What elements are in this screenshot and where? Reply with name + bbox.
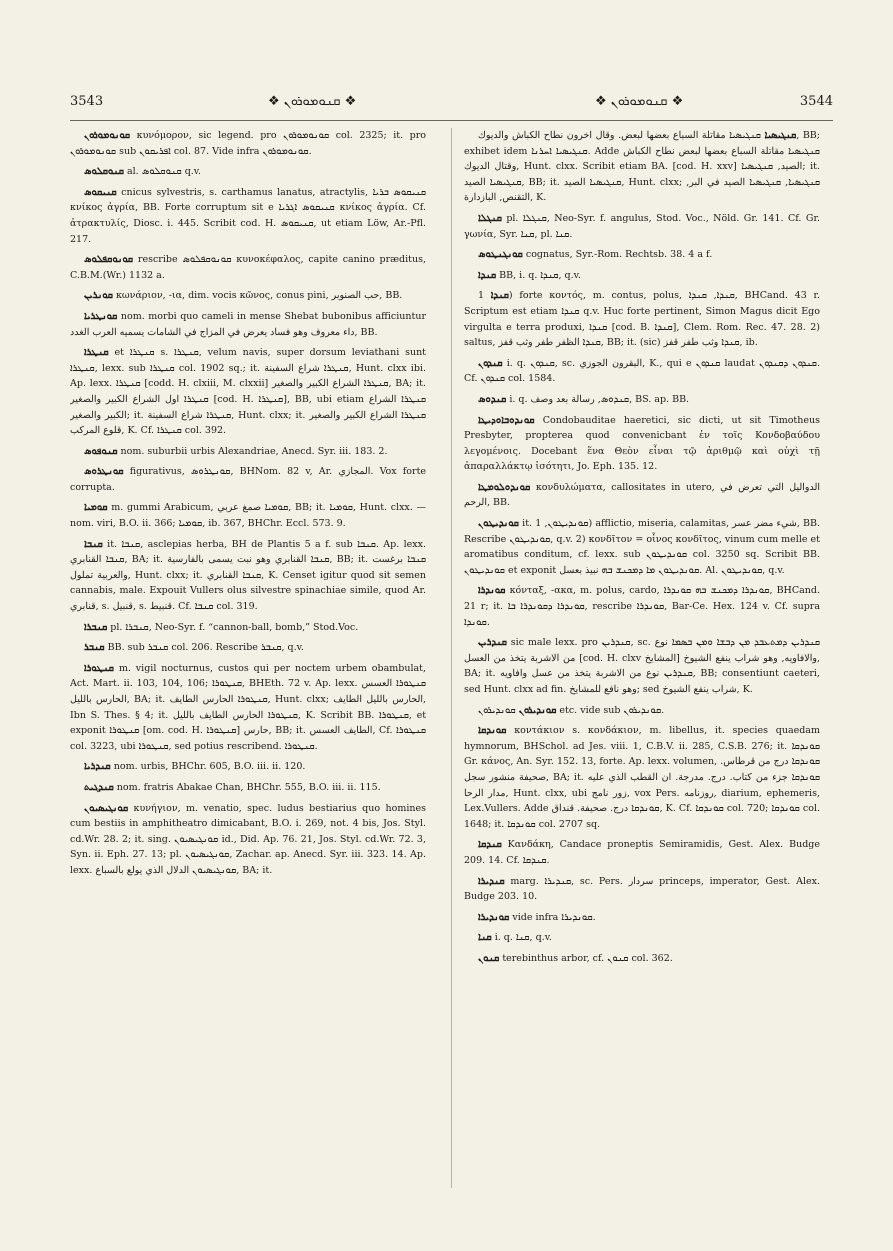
page-header: [70, 92, 833, 116]
entry-headword: ܩܢܕܩܐ: [478, 839, 502, 851]
entry-definition: figurativus, ܩܘܢܛܪܘܣ, BHNom. 82 v, Ar. المجازي. Vox forte corrupta.: [70, 466, 426, 493]
dictionary-entry: [464, 413, 820, 475]
entry-definition: nom. morbi quo cameli in mense Shebat bubonibus afficiuntur داء معروف وهو فساد يعرض في المزاج في الشامات يسميه العرب الغدد, BB.: [70, 310, 426, 338]
entry-headword: ܩܘܢܕܝܛܘܢ: [478, 518, 519, 530]
dictionary-entry: [70, 128, 426, 159]
dictionary-entry: [464, 288, 820, 350]
entry-definition: it. ܩܢܒܐ, asclepias herba, BH de Plantis 5 a f. sub ܩܢܒܐ. Ap. lexx. ܩܢܒܐ القنابري, BA; it. ܩܢܒܐ القنابري وهو نبت يسمى بالفارسية, BB; it. ܩܢܒܐ برغست والعربية تملول, Hunt. clxx; it. ܩܢܒܐ القنابري, K. Censet igitur quod sit semen cannabis, male. Expouit Vullers olus silvestre spinachiae simile, quod Ar. قنابري, s. قنبيل, s. قنبيط. Cf. ܩܢܒܐ col. 319.: [70, 538, 426, 613]
dictionary-entry: [70, 288, 426, 304]
header-rule: [70, 120, 833, 121]
entry-headword: ܩܘܢܘܡܘܪܘܢ: [84, 130, 131, 141]
dictionary-entry: [70, 309, 426, 340]
entry-headword: ܩܢܕܐ: [478, 269, 497, 281]
entry-definition: terebinthus arbor, cf. ܩܢܘܢ col. 362.: [502, 952, 673, 964]
dictionary-entry: [70, 620, 426, 636]
entry-headword: ܩܘܢܕܘܠܘܡܛܐ: [478, 481, 531, 493]
entry-headword: ܩܢܛܪܐ: [84, 347, 109, 359]
dictionary-entry: [464, 516, 820, 578]
entry-definition: i. q. ܩܢܐ, q.v.: [494, 932, 552, 944]
entry-definition: 1) forte κοντός, m. contus, polus, ܩܢܕܐ, ܩܢܕܐ, BHCand. 43 r. Scriptum est etiam ܩܢܕܐ q.v. Huc forte pertinent, Simon Magus dicit Ego virgulta e terra produxi, ܩܢܕܐ [cod. B. ܩܢܕܐ], Clem. Rom. Rec. 47. 28. 2) saltus, ܩܢܕܐ الظفر طفر وثب قفز, BB; it. (sic) ܩܢܕܐ وثب طفر قفز, ib.: [464, 290, 820, 349]
entry-headword: ܩܘܢܓܢܛܘܣ: [478, 249, 523, 261]
left-page-number: 3543: [70, 94, 104, 109]
entry-headword: ܩܢܐ: [478, 932, 492, 944]
dictionary-entry: [70, 164, 426, 180]
entry-headword: ܩܢܓܠܐ: [478, 212, 502, 224]
entry-definition: m. gummi Arabicum, ܩܘܡܝܐ صمغ عربي, BB; it. ܩܘܡܝܐ, Hunt. clxx. — nom. viri, B.O. ii. 366; ܩܘܡܝܐ, ib. 367, BHChr. Eccl. 573. 9.: [70, 502, 426, 530]
entry-headword: ܩܢܕܪܝܐ: [84, 761, 111, 773]
entry-headword: ܩܢܘܢ: [478, 952, 500, 964]
entry-definition: i. q. ܩܢܕܘܣ, رسالة بعد وصف, BS. ap. BB.: [509, 393, 690, 405]
right-running-head: ❖ ܩܢܘܡܘܪܘܢ ❖: [595, 94, 684, 109]
entry-definition: κυνήγιον, m. venatio, spec. ludus bestiarius quo homines cum bestiis in amphitheatro dimicabant, B.O. i. 269, not. 4 bis, Jos. Styl. cd.Wr. 28. 2; it. sing. ܩܘܢܓܝܣܝܘܢ id., Did. Ap. 76. 21, Jos. Styl. cd.Wr. 72. 3, Syn. ii. Eph. 27. 13; pl. ܩܘܢܓܝܣܝܘܢ, Zachar. ap. Anecd. Syr. iii. 323. 14. Ap. lexx. ܩܘܢܓܝܣܝܘܢ الدلال الذي يولع بالسباع, BA; it.: [70, 802, 426, 876]
entry-definition: et ܩܢܛܪܐ s. ܩܢܛܪܐ, velum navis, super dorsum leviathani sunt ܩܢܛܪܐ, lexx. sub ܩܢܛܪܐ col. 1902 sq.; it. ܩܢܛܪܐ شراع السفينة, Hunt. clxx ibi. Ap. lexx. ܩܢܛܪܐ [codd. H. clxiii, M. clxxii] ܩܢܛܪܐ الشراع الكبير والصغير, BA; it. ܩܢܛܪܐ اول الشراع الكبير والصغير [cod. H. ܩܢܛܪܐ], BB, ubi etiam ܩܢܛܪܐ الشراع الكبير والصغير; it. ܩܢܛܪܐ شراع السفينة, Hunt. clxx; it. ܩܢܛܪܐ الشراع الكبير والصغير قلوع المركب, K. Cf. ܩܢܛܪܐ col. 392.: [70, 347, 426, 437]
entry-headword: ܩܢܛܘܪܐ: [84, 662, 114, 674]
left-running-head: ❖ ܩܢܘܡܘܪܘܢ ❖: [268, 94, 357, 109]
dictionary-entry: [464, 723, 820, 832]
entry-headword: ܩܘܢܕܝܪܘܢ: [518, 704, 557, 716]
entry-headword: ܩܘܢܕܩܐ: [478, 725, 507, 737]
entry-headword: ܩܢܕܓܝܬ: [84, 781, 114, 793]
entry-headword: ܩܢܒܐ: [84, 538, 103, 550]
entry-headword: ܩܢܕܝܪܐ: [478, 875, 505, 887]
dictionary-entry: [70, 444, 426, 460]
entry-definition: pl. ܩܢܒܪܐ, Neo-Syr. f. “cannon-ball, bomb,” Stod.Voc.: [110, 621, 359, 633]
entry-headword: ܩܢܕܘܣ: [478, 393, 507, 405]
dictionary-entry: [70, 801, 426, 879]
entry-definition: al. ܩܢܘܩܠܘܣ q.v.: [126, 166, 202, 178]
entry-definition: vide infra ܩܘܢܕܝܪܐ.: [512, 911, 596, 923]
dictionary-entry: [464, 837, 820, 868]
entry-definition: Condobauditae haeretici, sic dicti, ut sit Timotheus Presbyter, propterea quod convenicbant ἐν τοῖς Κονδοβαύδου λεγομένοις. Docebant ἕνα Θεὸν εἶναι τῷ ἀριθμῷ καὶ οὐχὶ τῇ ἀπαραλλάκτῳ ἰσότητι, Jo. Eph. 135. 12.: [464, 414, 820, 473]
entry-headword: ܩܢܓܝܣܝܐ: [764, 130, 797, 141]
entry-definition: κονδυλώματα, callositates in utero, الدواليل التي تعرض في الرحم, BB.: [464, 481, 820, 509]
entry-definition: pl. ܩܢܓܠܐ, Neo-Syr. f. angulus, Stod. Voc., Nöld. Gr. 141. Cf. Gr. γωνία, Syr. ܩܢܐ, pl. ܩܢܐ.: [464, 212, 820, 240]
dictionary-entry: [70, 759, 426, 775]
dictionary-entry: [464, 583, 820, 630]
dictionary-entry: [464, 128, 820, 206]
entry-definition: rescribe ܩܘܢܘܩܦܠܘܣ κυνοκέφαλος, capite canino præditus, C.B.M.(Wr.) 1132 a.: [70, 254, 426, 281]
dictionary-entry: [464, 480, 820, 511]
entry-headword: ܩܘܢܕܘܒܐܘܕܝܛܐ: [478, 414, 535, 426]
column-separator: [451, 128, 452, 1188]
entry-headword: ܩܘܢܕܝܪܐ: [478, 911, 510, 923]
right-column: [464, 128, 820, 1208]
dictionary-entry: [464, 951, 820, 967]
dictionary-entry: [70, 252, 426, 283]
entry-definition: sic male lexx. pro ܩܢܕܪܝܢ, sc. ܩܢܕܪܝܢ ܕܡܬܥܒܕ ܡܢ ܕܒܫܐ ܘܡܢ ܒܣܡܐ نوع من الاشربة يتخذ من العسل [cod. H. clxv المشايخ] والافاويه, وهو شراب ينفع الشيوخ, BA; it. ܩܢܕܪܝܢ نوع من الاشربة يتخذ من عسل وافاويه, BB; consentiunt caeteri, sed Hunt. clxx ad fin. وهو نافع للمشايخ; sed شراب ينفع الشيوخ, K.: [464, 637, 820, 695]
entry-headword: ܩܢܕܪܝܢ: [478, 637, 507, 649]
dictionary-entry: [70, 500, 426, 531]
dictionary-entry: [70, 780, 426, 796]
entry-definition: κόνταξ, -ακα, m. polus, cardo, ܩܘܢܕܪܐ ܕܡܟܢܫ ܒܗ ܩܘܢܕܪܐ, BHCand. 21 r; it. ܩܘܢܕܪܐ ܕܩܘܢܕܪܐ ܒܐ, rescribe ܩܘܢܕܪܐ, Bar-Ce. Hex. 124 v. Cf. supra ܩܘܢܕܐ.: [464, 585, 820, 628]
entry-headword: ܩܢܒܪ: [84, 642, 105, 654]
dictionary-entry: [464, 356, 820, 387]
dictionary-entry: [464, 874, 820, 905]
entry-definition: BB. sub ܩܢܒܪ col. 206. Rescribe ܩܢܒܪ, q.v.: [107, 642, 304, 654]
entry-definition: m. vigil nocturnus, custos qui per noctem urbem obambulat, Act. Mart. ii. 103, 104, 106; ܩܢܛܘܪܐ, BHEth. 72 v. Ap. lexx. ܩܢܛܘܪܐ العسس الحارس بالليل, BA; it. ܩܢܛܘܪܐ الحارس الطايف, Hunt. clxx; الحارس بالليل الطايف, Ibn S. Thes. § 4; it. ܩܢܛܘܪܐ الحارس الطايف بالليل, K. Scribit BB. ܩܢܛܘܪܐ, et exponit ܩܢܛܘܪܐ [om. cod. H. ܩܢܛܘܪܐ] حارس, BB; it. الطايف العسس, Cf. ܩܢܛܘܪܐ col. 3223, ubi ܩܢܛܘܪܐ, sed potius rescribend. ܩܢܛܘܪܐ.: [70, 662, 426, 752]
dictionary-entry: [464, 247, 820, 263]
dictionary-entry: [464, 635, 820, 697]
dictionary-entry: [464, 910, 820, 926]
entry-definition: cognatus, Syr.-Rom. Rechtsb. 38. 4 a f.: [525, 249, 713, 261]
entry-definition: κυνόμορον, sic legend. pro ܩܘܢܘܡܘܪܘܢ col. 2325; it. pro ܩܘܢܘܡܘܪܘܢ sub ܐܦܪܝܩܘܢ col. 87. Vide infra ܩܘܢܘܡܘܪܘܢ.: [70, 130, 426, 157]
entry-headword: ܩܢܘܦܘܣ: [84, 445, 118, 457]
dictionary-entry: [70, 185, 426, 247]
entry-definition: cnicus sylvestris, s. carthamus lanatus, atractylis, ܩܢܝܩܘܣ ܒܪܝܐ κνίκος ἀγρία, BB. Forte corruptum sit e ܩܢܝܩܘܣ ܐܓܪܝܐ κνίκος ἀγρία. Cf. ἀτρακτυλίς, Diosc. i. 445. Scribit cod. H. ܩܢܝܩܘܣ, ut etiam Löw, Ar.-Pfl. 217.: [70, 186, 426, 245]
entry-headword: ܩܢܝܩܘܣ: [84, 186, 117, 198]
dictionary-entry: [464, 392, 820, 408]
entry-definition: ܩܢܓܝܣܝܐ مقاتلة السباع بعضها لبعض. وقال اخرون نطاح الكباش والديوك, BB; exhibet idem ܩܢܓܝܣܝܐ ܐܚܪܢܐ. Adde ܩܢܓܝܣܝܐ مقاتلة السباع بعضها لبعض نطاح الكباش وقتال الديوك, Hunt. clxx. Scribit etiam BA. [cod. H. xxv] الصيد, ܩܢܓܝܣܝܐ; it. ܩܢܓܝܣܝܐ الصيد, BB; it. ܩܢܓܝܣܝܐ الصيد, Hunt. clxx; ܩܢܓܝܣܝܐ, ܩܢܓܝܣܝܐ الصيد في البر, التقنص, البازدارة, K.: [464, 130, 820, 204]
left-column: [70, 128, 426, 1208]
entry-headword: ܩܘܢܘܩܦܠܘܣ: [84, 254, 134, 266]
entry-definition: nom. fratris Abakae Chan, BHChr. 555, B.O. iii. ii. 115.: [116, 781, 381, 793]
dictionary-entry: [70, 464, 426, 495]
dictionary-entry: [464, 703, 820, 719]
dictionary-entry: [464, 930, 820, 946]
entry-headword: ܩܘܢܕܪܐ: [478, 585, 506, 597]
entry-definition: marg. ܩܢܕܝܪܐ, sc. Pers. سردار princeps, imperator, Gest. Alex. Budge 203. 10.: [464, 875, 820, 903]
entry-definition: BB, i. q. ܩܢܕܐ, q.v.: [499, 269, 581, 281]
dictionary-entry: [70, 537, 426, 615]
right-page-number: 3544: [799, 94, 833, 109]
entry-definition: κοντάκιον s. κονδάκιον, m. libellus, it. species quaedam hymnorum, BHSchol. ad Jes. viii. 1, C.B.V. ii. 285, C.S.B. 276; it. ܩܘܢܕܩܐ Gr. κάνος, An. Syr. 152. 13, forte. Ap. lexx. volumen, ܩܘܢܕܩܐ درج من قرطاس. صحيفة منشور سجل, BA; it. ܩܘܢܕܩܐ جزء من كتاب. درج. مدرجة. ان القطب الذي عليه مدار الرحا, Hunt. clxx, ubi زور نامج, vox Pers. روزنامه, diarium, ephemeris, Lex.Vullers. Adde ܩܘܢܕܩܐ درج. صحيفة. قنداق, K. Cf. ܩܘܢܕܩܐ col. 720; ܩܘܢܕܩܐ col. 1648; it. ܩܘܢܕܩܐ col. 2707 sq.: [464, 725, 820, 830]
entry-headword: ܩܘܢܪܝܢ: [84, 290, 113, 302]
entry-definition: i. q. ܩܢܕܘܢ, sc. البقرون الجوزي, K., qui e ܩܢܕܘܢ laudat ܩܢܕܘܢ ܕܩܢܕܘܢ. Cf. ܩܢܕܘܢ col. 1584.: [464, 357, 820, 385]
entry-definition: κωνάριον, -ια, dim. vocis κῶνος, conus pini, حب الصنوبر, BB.: [115, 290, 403, 302]
entry-definition: nom. urbis, BHChr. 605, B.O. iii. ii. 120.: [113, 761, 306, 773]
dictionary-entry: [70, 640, 426, 656]
entry-headword: ܩܘܢܓܝܣܝܘܢ: [84, 802, 129, 814]
dictionary-entry: [464, 211, 820, 242]
entry-headword: ܩܢܘܩܠܘܣ: [84, 166, 124, 178]
entry-headword: ܩܢܕܘܢ: [478, 357, 503, 369]
entry-headword: ܩܢܒܪܐ: [84, 621, 108, 633]
dictionary-entry: [70, 345, 426, 439]
entry-definition: ܩܘܢܕܝܪܘܢ etc. vide sub ܩܘܢܕܝܪܘܢ.: [478, 704, 665, 716]
entry-headword: ܩܘܢܛܪܘܣ: [84, 466, 124, 478]
entry-headword: ܩܘܢܛܪܝܐ: [84, 310, 118, 322]
entry-definition: Κανδάκη, Candace proneptis Semiramidis, Gest. Alex. Budge 209. 14. Cf. ܩܢܕܩܐ.: [464, 839, 820, 866]
entry-definition: it. ܩܘܢܕܝܛܘܢ, 1) afflictio, miseria, calamitas, شيء مضر عسر, BB. Rescribe ܩܘܢܕܝܛܘܢ, q.v. 2) κονδῖτον = οἶνος κονδῖτος, vinum cum melle et aromatibus conditum, cf. lexx. sub ܩܘܢܕܝܛܘܢ col. 3250 sq. Scribit BB. ܩܘܢܕܝܛܘܢ et exponit ܩܘܢܕܝܛܘܢ ܡܐ ܕܡܟܢܫ ܒܗ نبيذ بعسل. Al. ܩܘܢܕܝܛܘܢ, q.v.: [464, 518, 820, 576]
entry-definition: nom. suburbii urbis Alexandriae, Anecd. Syr. iii. 183. 2.: [120, 445, 388, 457]
dictionary-entry: [70, 661, 426, 755]
entry-headword: ܩܘܡܝܐ: [84, 502, 108, 514]
dictionary-entry: [464, 268, 820, 284]
entry-headword: ܩܢܕܐ: [490, 290, 509, 302]
